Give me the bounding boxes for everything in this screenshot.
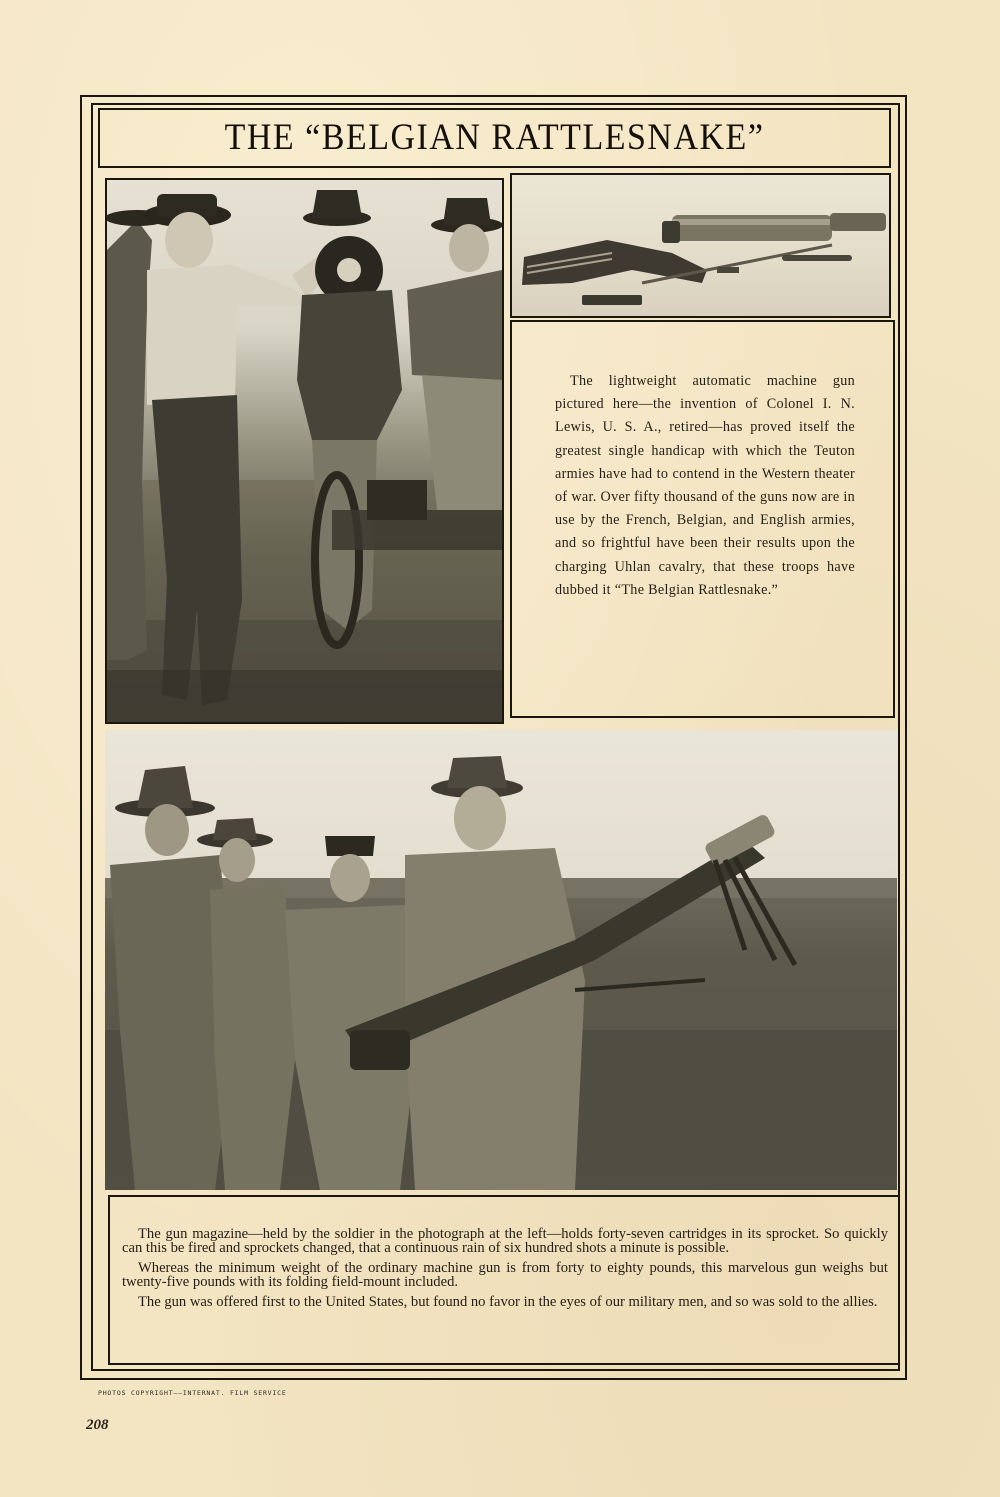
description-paragraph: The lightweight automatic machine gun pictured here—the invention of Colonel I. N. Lewis, U. S. A., retired—has proved itself the greatest single handicap with which the Teuton armies have had to contend in the Western theater of war. Over fifty thousand of the guns now are in use by the French, Belgian, and English armies, and so frightful have been their results upon the charging Uhlan cavalry, that these troops have dubbed it “The Belgian Rattlesnake.” [555, 373, 855, 598]
caption-paragraph-magazine: The gun magazine—held by the soldier in the photograph at the left—holds forty-seven cartridges in its sprocket. So quickly can this be fired and sprockets changed, that a continuous rain of six hundred shots a minute is possible. [122, 1226, 888, 1256]
description-box [510, 320, 895, 718]
page-number: 208 [86, 1417, 109, 1433]
gun-parts-illustration [512, 175, 889, 316]
photo-disassembled-gun [510, 173, 891, 318]
field-soldiers-illustration [105, 730, 897, 1190]
photo-credit: PHOTOS COPYRIGHT——INTERNAT. FILM SERVICE [98, 1389, 287, 1397]
title-box [98, 108, 891, 168]
caption-paragraph-allies: The gun was offered first to the United States, but found no favor in the eyes of our military men, and so was sold to the allies. [138, 1294, 878, 1310]
caption-paragraph-weight: Whereas the minimum weight of the ordinary machine gun is from forty to eighty pounds, this marvelous gun weighs but twenty-five pounds with its folding field-mount included. [122, 1260, 888, 1290]
caption-box [108, 1195, 900, 1365]
photo-soldiers-with-gun-cart [105, 178, 504, 724]
photo-soldier-holding-gun [105, 730, 897, 1190]
caption-text [122, 1227, 888, 1315]
soldiers-illustration [107, 180, 502, 722]
page-title: THE “BELGIAN RATTLESNAKE” [224, 117, 765, 158]
